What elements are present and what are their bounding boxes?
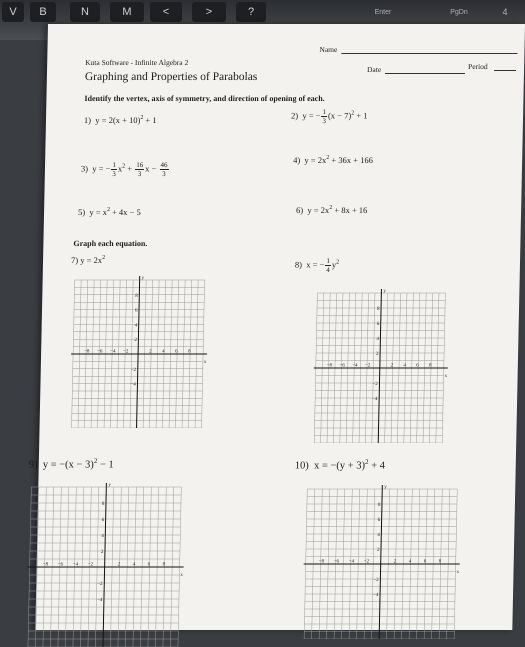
x-tick-label: 6 bbox=[416, 363, 419, 369]
x-tick-label: −4 bbox=[72, 562, 79, 568]
name-label: Name bbox=[319, 45, 338, 54]
key-n: N bbox=[70, 2, 100, 22]
x-tick-label: 4 bbox=[408, 559, 412, 565]
y-axis-label: y bbox=[108, 483, 111, 488]
y-tick-label: 4 bbox=[377, 533, 380, 538]
y-axis-label: y bbox=[383, 289, 386, 294]
x-tick-label: −4 bbox=[348, 559, 355, 565]
period-line bbox=[494, 70, 516, 71]
x-tick-label: 6 bbox=[175, 349, 178, 355]
x-tick-label: 2 bbox=[393, 559, 397, 565]
y-tick-label: −4 bbox=[130, 382, 136, 388]
source-line: Kuta Software - Infinite Algebra 2 bbox=[85, 58, 189, 67]
problem-9: 9) $y = -(x - 3)^2 - 1$ bbox=[28, 457, 114, 471]
x-tick-label: 6 bbox=[147, 562, 151, 568]
key-period: > bbox=[192, 2, 226, 22]
instructions: Identify the vertex, axis of symmetry, and direction of opening of each. bbox=[84, 94, 325, 103]
x-tick-label: 4 bbox=[162, 349, 165, 355]
x-tick-label: 4 bbox=[403, 363, 406, 369]
graph-heading: Graph each equation. bbox=[73, 239, 148, 248]
y-axis-label: y bbox=[384, 485, 387, 490]
y-tick-label: 6 bbox=[134, 308, 138, 314]
y-axis-label: y bbox=[141, 276, 145, 281]
x-tick-label: −8 bbox=[42, 562, 49, 568]
x-tick-label: 8 bbox=[428, 363, 432, 369]
x-tick-label: −2 bbox=[123, 349, 129, 355]
date-label: Date bbox=[366, 65, 382, 74]
y-tick-label: −2 bbox=[372, 382, 378, 387]
x-tick-label: −8 bbox=[84, 349, 90, 355]
x-tick-label: 8 bbox=[188, 349, 191, 355]
problem-3: 3) y = − $\frac{1}{3}$ $x^2$ + $\frac{16}{3}$ x − $\frac{46}{3}$ bbox=[80, 161, 168, 178]
y-tick-label: 8 bbox=[135, 293, 138, 299]
x-tick-label: 6 bbox=[423, 559, 427, 565]
key-m: M bbox=[110, 2, 144, 22]
y-tick-label: 4 bbox=[376, 337, 379, 342]
x-tick-label: 4 bbox=[132, 562, 136, 568]
y-tick-label: 4 bbox=[134, 323, 138, 329]
y-tick-label: 8 bbox=[101, 502, 105, 507]
key-comma: < bbox=[150, 2, 182, 22]
x-tick-label: −8 bbox=[326, 363, 333, 369]
key-v: V bbox=[2, 2, 24, 22]
period-label: Period bbox=[468, 62, 488, 71]
worksheet-title: Graphing and Properties of Parabolas bbox=[84, 71, 258, 83]
name-line bbox=[341, 53, 517, 54]
y-axis bbox=[378, 289, 381, 443]
x-tick-label: −6 bbox=[97, 349, 103, 355]
x-tick-label: −6 bbox=[339, 363, 345, 369]
key-4-label: 4 bbox=[502, 7, 508, 17]
problem-10: 10) $x = -(y + 3)^2 + 4$ bbox=[294, 458, 386, 472]
problem-4: 4) $y = 2x^2 + 36x + 166$ bbox=[293, 155, 373, 165]
x-tick-label: −2 bbox=[364, 363, 371, 369]
y-axis bbox=[100, 483, 106, 647]
x-tick-label: −2 bbox=[363, 559, 370, 565]
x-tick-label: 8 bbox=[438, 559, 442, 565]
key-slash: ? bbox=[236, 2, 266, 22]
y-tick-label: 4 bbox=[101, 534, 104, 539]
y-tick-label: −4 bbox=[372, 593, 379, 598]
coordinate-grid-9[interactable] bbox=[21, 480, 188, 647]
y-tick-label: 6 bbox=[101, 518, 105, 523]
x-tick-label: −2 bbox=[87, 562, 94, 568]
x-tick-label: −4 bbox=[352, 363, 358, 369]
problem-7: 7) $y = 2x^2$ bbox=[70, 255, 106, 265]
coordinate-grid-7[interactable] bbox=[64, 272, 213, 428]
x-tick-label: 8 bbox=[162, 562, 166, 568]
problem-6: 6) $y = 2x^2 + 8x + 16$ bbox=[295, 205, 368, 215]
x-axis-label: x bbox=[444, 374, 448, 379]
x-axis-label: x bbox=[180, 573, 183, 578]
key-b: B bbox=[30, 2, 56, 22]
x-tick-label: 2 bbox=[117, 562, 121, 568]
x-tick-label: 2 bbox=[149, 349, 152, 355]
key-pgdn-label: PgDn bbox=[450, 8, 468, 16]
problem-1: 1) $y = 2(x + 10)^2 + 1$ bbox=[83, 115, 157, 125]
y-tick-label: 8 bbox=[377, 503, 381, 508]
y-tick-label: −2 bbox=[97, 582, 103, 587]
y-tick-label: 6 bbox=[377, 518, 381, 523]
x-tick-label: −4 bbox=[110, 349, 116, 355]
problem-5: 5) $y = x^2 + 4x - 5$ bbox=[77, 207, 141, 217]
y-tick-label: −4 bbox=[372, 397, 378, 402]
y-tick-label: 2 bbox=[134, 338, 137, 344]
coordinate-grid-10[interactable] bbox=[297, 482, 464, 639]
y-axis bbox=[376, 485, 382, 639]
problem-8: 8) x = − $\frac{1}{4}$ $y^2$ bbox=[294, 257, 340, 274]
y-tick-label: −2 bbox=[130, 367, 137, 373]
y-tick-label: 8 bbox=[376, 307, 380, 312]
y-tick-label: 2 bbox=[376, 548, 380, 553]
y-tick-label: 6 bbox=[376, 322, 380, 327]
x-axis-label: x bbox=[203, 360, 207, 365]
coordinate-grid-8[interactable] bbox=[307, 286, 452, 443]
x-tick-label: −6 bbox=[57, 562, 64, 568]
worksheet-paper bbox=[28, 24, 525, 630]
y-tick-label: 2 bbox=[100, 550, 104, 555]
key-enter-label: Enter bbox=[374, 8, 392, 16]
x-tick-label: 2 bbox=[390, 363, 394, 369]
x-axis-label: x bbox=[456, 570, 460, 575]
problem-2: 2) y = − $\frac{1}{3}$ $(x - 7)^2 + 1$ bbox=[290, 108, 368, 125]
x-tick-label: −6 bbox=[333, 559, 340, 565]
y-tick-label: 2 bbox=[376, 352, 379, 357]
y-tick-label: −4 bbox=[96, 598, 103, 603]
date-line bbox=[385, 73, 465, 74]
x-tick-label: −8 bbox=[318, 559, 325, 565]
y-tick-label: −2 bbox=[373, 578, 379, 583]
